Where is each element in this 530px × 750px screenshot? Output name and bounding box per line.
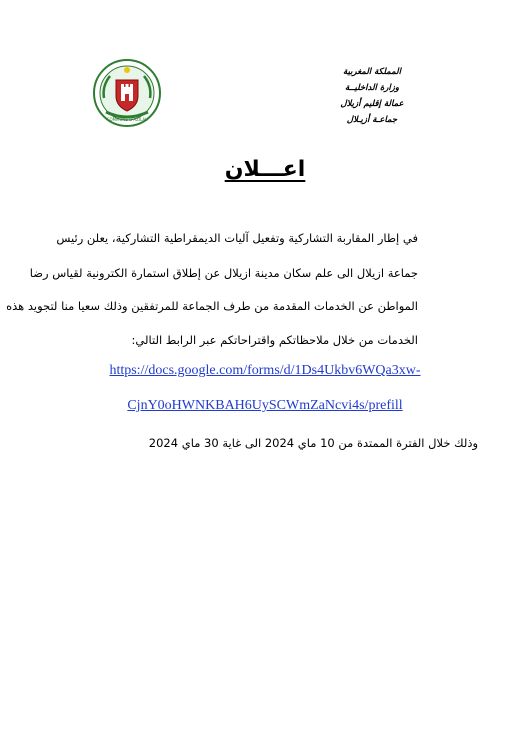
body-line-4: الخدمات من خلال ملاحظاتكم واقتراحاتكم عبر الرابط التالي: xyxy=(131,333,418,347)
body-line-1: في إطار المقاربة التشاركية وتفعيل آليات الديمقراطية التشاركية، يعلن رئيس xyxy=(56,231,418,245)
emblem-ring-text: COMMUNE D'AZILAL xyxy=(106,117,148,122)
municipality-emblem-icon xyxy=(92,58,162,128)
body-line-3: المواطن عن الخدمات المقدمة من طرف الجماعة للمرتفقين وذلك سعيا منا لتجويد هذه xyxy=(6,299,418,313)
header-ministry: وزارة الداخليــة xyxy=(344,83,400,93)
header-commune: جماعـة أزيـلال xyxy=(346,115,398,125)
form-link-part-1[interactable]: https://docs.google.com/forms/d/1Ds4Ukbv6WQa3xw- xyxy=(109,363,421,378)
date-range-line: وذلك خلال الفترة الممتدة من 10 ماي 2024 الى غاية 30 ماي 2024 xyxy=(148,436,478,450)
body-line-2: جماعة ازيلال الى علم سكان مدينة ازيلال عن إطلاق استمارة الكترونية لقياس رضا xyxy=(29,266,418,280)
official-header xyxy=(302,64,442,128)
announcement-title-container xyxy=(0,157,530,182)
form-link-part-2[interactable]: CjnY0oHWNKBAH6UySCWmZaNcvi4s/prefill xyxy=(127,398,403,413)
header-province: عمالة إقليم أزيلال xyxy=(340,99,404,109)
announcement-title: اعـــلان xyxy=(224,157,306,182)
header-kingdom: المملكة المغربية xyxy=(343,67,401,77)
